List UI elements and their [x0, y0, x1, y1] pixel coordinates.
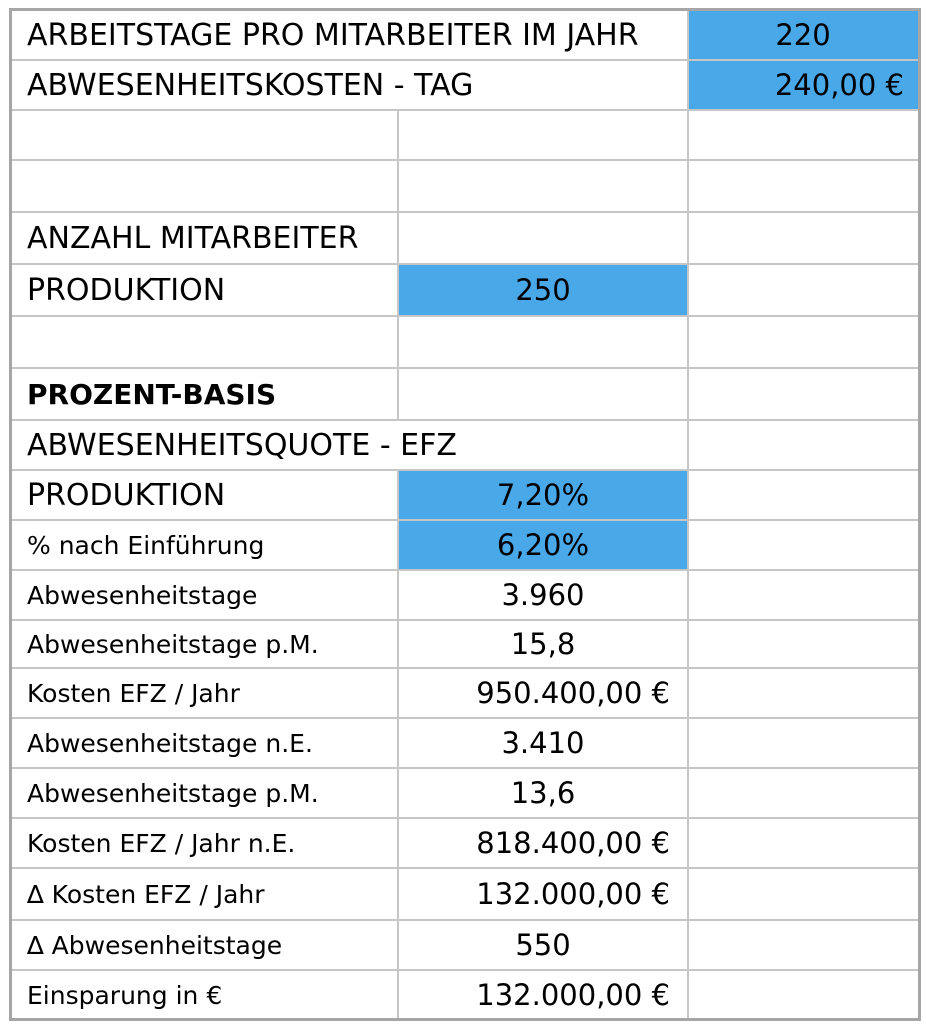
rate-after-intro-value: 6,20% — [496, 528, 590, 562]
result-row — [0, 570, 926, 620]
absence-cost-day-label-cell[interactable] — [9, 60, 688, 110]
empty-cell[interactable] — [688, 110, 918, 160]
result-label: Kosten EFZ / Jahr — [27, 678, 240, 708]
result-label: Kosten EFZ / Jahr n.E. — [27, 828, 296, 858]
gridline — [9, 469, 921, 471]
gridline — [9, 367, 921, 369]
result-label-cell[interactable] — [9, 970, 398, 1020]
empty-cell[interactable] — [688, 868, 918, 920]
empty-cell[interactable] — [688, 520, 918, 570]
result-label-cell[interactable] — [9, 868, 398, 920]
result-value: 15,8 — [510, 627, 576, 661]
gridline — [9, 767, 921, 769]
result-row — [0, 620, 926, 668]
result-label-cell[interactable] — [9, 818, 398, 868]
empty-cell[interactable] — [688, 470, 918, 520]
rate-production-value: 7,20% — [496, 478, 590, 512]
result-value-cell[interactable] — [398, 818, 688, 868]
empty-cell[interactable] — [688, 160, 918, 212]
row-working-days — [0, 10, 926, 60]
rate-production-label: PRODUKTION — [27, 477, 226, 513]
gridline — [9, 419, 921, 421]
gridline — [9, 969, 921, 971]
empty-cell[interactable] — [688, 668, 918, 718]
result-label: Abwesenheitstage p.M. — [27, 629, 319, 659]
result-label-cell[interactable] — [9, 668, 398, 718]
row-employee-count — [0, 212, 926, 264]
result-value-cell[interactable] — [398, 920, 688, 970]
empty-cell[interactable] — [9, 316, 398, 368]
empty-cell[interactable] — [398, 316, 688, 368]
rate-after-intro-value-cell[interactable] — [398, 520, 688, 570]
empty-cell[interactable] — [688, 316, 918, 368]
employee-count-label-cell[interactable] — [9, 212, 398, 264]
result-value: 950.400,00 € — [476, 676, 670, 710]
result-row — [0, 768, 926, 818]
gridline — [9, 817, 921, 819]
result-value: 132.000,00 € — [476, 877, 670, 911]
gridline — [9, 315, 921, 317]
rate-production-value-cell[interactable] — [398, 470, 688, 520]
row-percent-basis — [0, 368, 926, 420]
gridline — [9, 109, 921, 111]
result-row — [0, 718, 926, 768]
working-days-label: ARBEITSTAGE PRO MITARBEITER IM JAHR — [27, 17, 639, 53]
employee-count-label: ANZAHL MITARBEITER — [27, 220, 359, 256]
employee-production-value-cell[interactable] — [398, 264, 688, 316]
empty-cell[interactable] — [9, 160, 398, 212]
absence-cost-day-value: 240,00 € — [774, 68, 904, 102]
employee-production-value: 250 — [515, 273, 571, 307]
empty-cell[interactable] — [688, 420, 918, 470]
result-value-cell[interactable] — [398, 620, 688, 668]
gridline — [9, 619, 921, 621]
rate-after-intro-label-cell[interactable] — [9, 520, 398, 570]
gridline — [9, 211, 921, 213]
empty-cell[interactable] — [688, 970, 918, 1020]
gridline — [9, 159, 921, 161]
result-value: 3.960 — [501, 578, 585, 612]
empty-cell[interactable] — [9, 110, 398, 160]
result-label-cell[interactable] — [9, 920, 398, 970]
empty-cell[interactable] — [688, 570, 918, 620]
empty-cell[interactable] — [398, 110, 688, 160]
empty-cell[interactable] — [688, 620, 918, 668]
result-row — [0, 868, 926, 920]
result-value: 3.410 — [501, 726, 585, 760]
working-days-label-cell[interactable] — [9, 10, 688, 60]
empty-cell[interactable] — [688, 920, 918, 970]
result-value-cell[interactable] — [398, 868, 688, 920]
working-days-value: 220 — [775, 18, 831, 52]
empty-cell[interactable] — [398, 212, 688, 264]
row-absence-cost-day — [0, 60, 926, 110]
absence-rate-label: ABWESENHEITSQUOTE - EFZ — [27, 427, 457, 463]
gridline — [9, 519, 921, 521]
result-value-cell[interactable] — [398, 668, 688, 718]
row-rate-production — [0, 470, 926, 520]
gridline — [9, 59, 921, 61]
absence-cost-day-value-cell[interactable] — [688, 60, 918, 110]
result-row — [0, 818, 926, 868]
empty-cell[interactable] — [688, 818, 918, 868]
percent-basis-title: PROZENT-BASIS — [27, 377, 277, 411]
empty-cell[interactable] — [688, 368, 918, 420]
result-value-cell[interactable] — [398, 718, 688, 768]
percent-basis-title-cell[interactable] — [9, 368, 398, 420]
result-label: Abwesenheitstage — [27, 580, 258, 610]
result-label-cell[interactable] — [9, 768, 398, 818]
gridline — [9, 919, 921, 921]
empty-cell[interactable] — [398, 160, 688, 212]
result-label-cell[interactable] — [9, 718, 398, 768]
result-label: Abwesenheitstage p.M. — [27, 778, 319, 808]
empty-cell[interactable] — [688, 212, 918, 264]
result-value: 13,6 — [510, 776, 576, 810]
result-value-cell[interactable] — [398, 570, 688, 620]
gridline — [9, 263, 921, 265]
result-value-cell[interactable] — [398, 970, 688, 1020]
gridline — [397, 469, 399, 1021]
gridline — [9, 867, 921, 869]
empty-cell[interactable] — [688, 768, 918, 818]
result-value: 818.400,00 € — [476, 826, 670, 860]
gridline — [9, 717, 921, 719]
result-label: ∆ Abwesenheitstage — [27, 930, 283, 960]
result-row — [0, 668, 926, 718]
result-label-cell[interactable] — [9, 620, 398, 668]
result-label: Abwesenheitstage n.E. — [27, 728, 313, 758]
rate-production-label-cell[interactable] — [9, 470, 398, 520]
row-empty-1 — [0, 110, 926, 160]
gridline — [9, 569, 921, 571]
row-rate-after-intro — [0, 520, 926, 570]
row-absence-rate — [0, 420, 926, 470]
row-empty-2 — [0, 160, 926, 212]
result-row — [0, 970, 926, 1020]
absence-cost-day-label: ABWESENHEITSKOSTEN - TAG — [27, 67, 474, 103]
absence-rate-label-cell[interactable] — [9, 420, 688, 470]
rate-after-intro-label: % nach Einführung — [27, 530, 265, 560]
gridline — [9, 667, 921, 669]
result-value: 132.000,00 € — [476, 978, 670, 1012]
empty-cell[interactable] — [398, 368, 688, 420]
row-empty-3 — [0, 316, 926, 368]
result-label: Einsparung in € — [27, 980, 223, 1010]
employee-production-label-cell[interactable] — [9, 264, 398, 316]
row-employee-production — [0, 264, 926, 316]
gridline — [397, 109, 399, 420]
result-row — [0, 920, 926, 970]
result-label: ∆ Kosten EFZ / Jahr — [27, 879, 265, 909]
gridline — [687, 8, 689, 1021]
empty-cell[interactable] — [688, 718, 918, 768]
empty-cell[interactable] — [688, 264, 918, 316]
result-value: 550 — [515, 928, 571, 962]
working-days-value-cell[interactable] — [688, 10, 918, 60]
result-label-cell[interactable] — [9, 570, 398, 620]
employee-production-label: PRODUKTION — [27, 272, 226, 308]
result-value-cell[interactable] — [398, 768, 688, 818]
